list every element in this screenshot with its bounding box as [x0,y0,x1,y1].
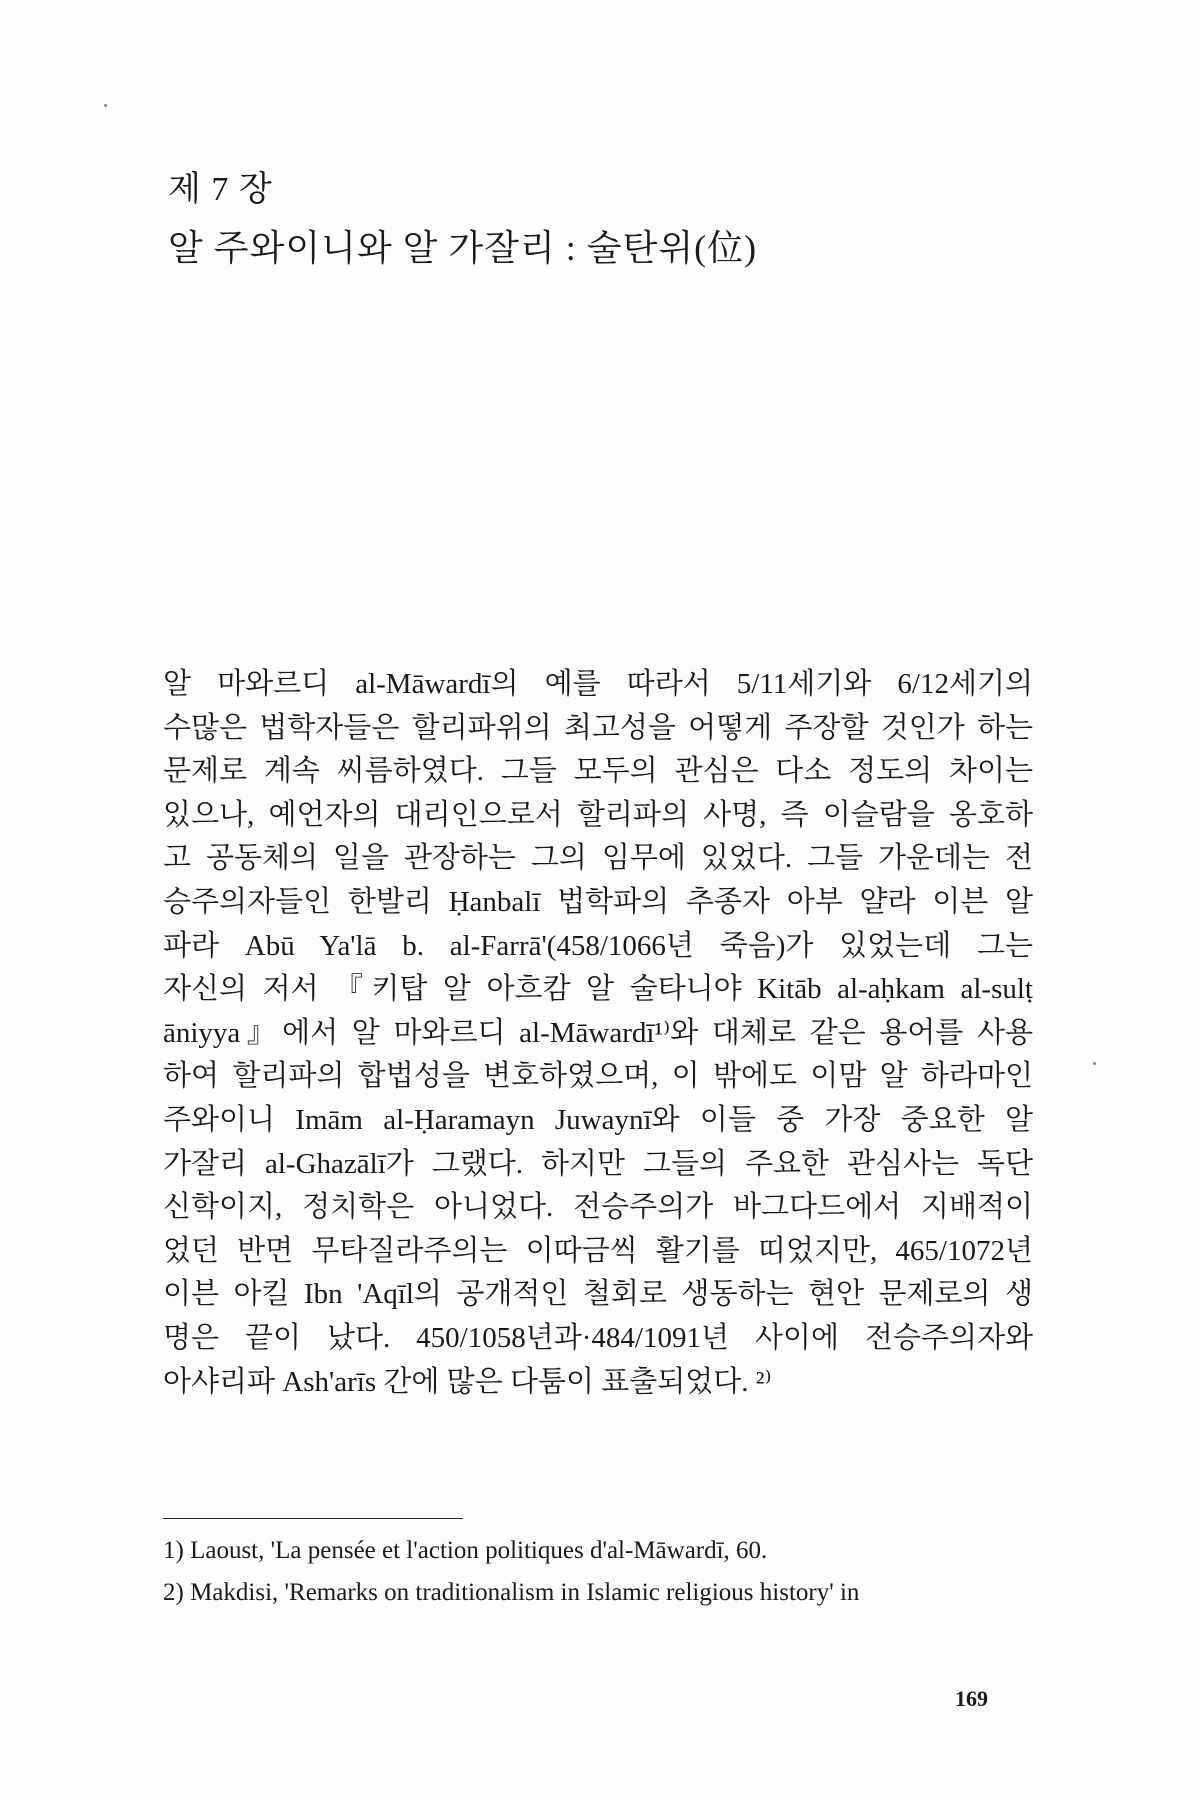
chapter-title: 알 주와이니와 알 가잘리 : 술탄위(位) [168,228,758,268]
body-line: 주와이니 Imām al-Ḥaramayn Juwaynī와 이들 중 가장 중요한 알 [163,1103,1033,1136]
body-line: 아샤리파 Ash'arīs 간에 많은 다툼이 표출되었다. ²⁾ [163,1365,772,1398]
body-line: 고 공동체의 일을 관장하는 그의 임무에 있었다. 그들 가운데는 전 [163,842,1033,875]
body-line: 알 마와르디 al-Māwardī의 예를 따라서 5/11세기와 6/12세기의 [163,668,1033,700]
body-line: 문제로 계속 씨름하였다. 그들 모두의 관심은 다소 정도의 차이는 [163,755,1033,788]
body-line: 었던 반면 무타질라주의는 이따금씩 활기를 띠었지만, 465/1072년 [163,1234,1033,1267]
body-line: 승주의자들인 한발리 Ḥanbalī 법학파의 추종자 아부 얄라 이븐 알 [163,885,1033,918]
scan-speck [104,104,107,107]
body-line: 가잘리 al-Ghazālī가 그랬다. 하지만 그들의 주요한 관심사는 독단 [163,1147,1033,1180]
body-line: 파라 Abū Ya'lā b. al-Farrā'(458/1066년 죽음)가 있었는데 그는 [163,929,1033,962]
body-paragraph [163,663,1033,1404]
footnote-2: 2) Makdisi, 'Remarks on traditionalism in Islamic religious history' in [163,1579,860,1606]
body-line: 이븐 아킬 Ibn 'Aqīl의 공개적인 철회로 생동하는 현안 문제로의 생 [163,1278,1033,1311]
body-line: āniyya』에서 알 마와르디 al-Māwardī¹⁾와 대체로 같은 용어를 사용 [163,1016,1033,1049]
chapter-label: 제 7 장 [168,171,273,208]
body-line: 하여 할리파의 합법성을 변호하였으며, 이 밖에도 이맘 알 하라마인 [163,1060,1033,1093]
body-line: 있으나, 예언자의 대리인으로서 할리파의 사명, 즉 이슬람을 옹호하 [163,798,1033,831]
footnote-1: 1) Laoust, 'La pensée et l'action politiques d'al-Māwardī, 60. [163,1537,768,1564]
body-line: 신학이지, 정치학은 아니었다. 전승주의가 바그다드에서 지배적이 [163,1191,1033,1224]
body-line: 명은 끝이 났다. 450/1058년과·484/1091년 사이에 전승주의자와 [163,1321,1033,1354]
scan-speck [1093,1062,1096,1065]
footnotes [163,1530,1033,1614]
page-number: 169 [955,1686,988,1711]
footnote-divider [163,1518,463,1519]
body-line: 수많은 법학자들은 할리파위의 최고성을 어떻게 주장할 것인가 하는 [163,711,1033,744]
body-line: 자신의 저서 『키탑 알 아흐캄 알 술타니야 Kitāb al-aḥkam al-sulṭ [163,973,1033,1006]
